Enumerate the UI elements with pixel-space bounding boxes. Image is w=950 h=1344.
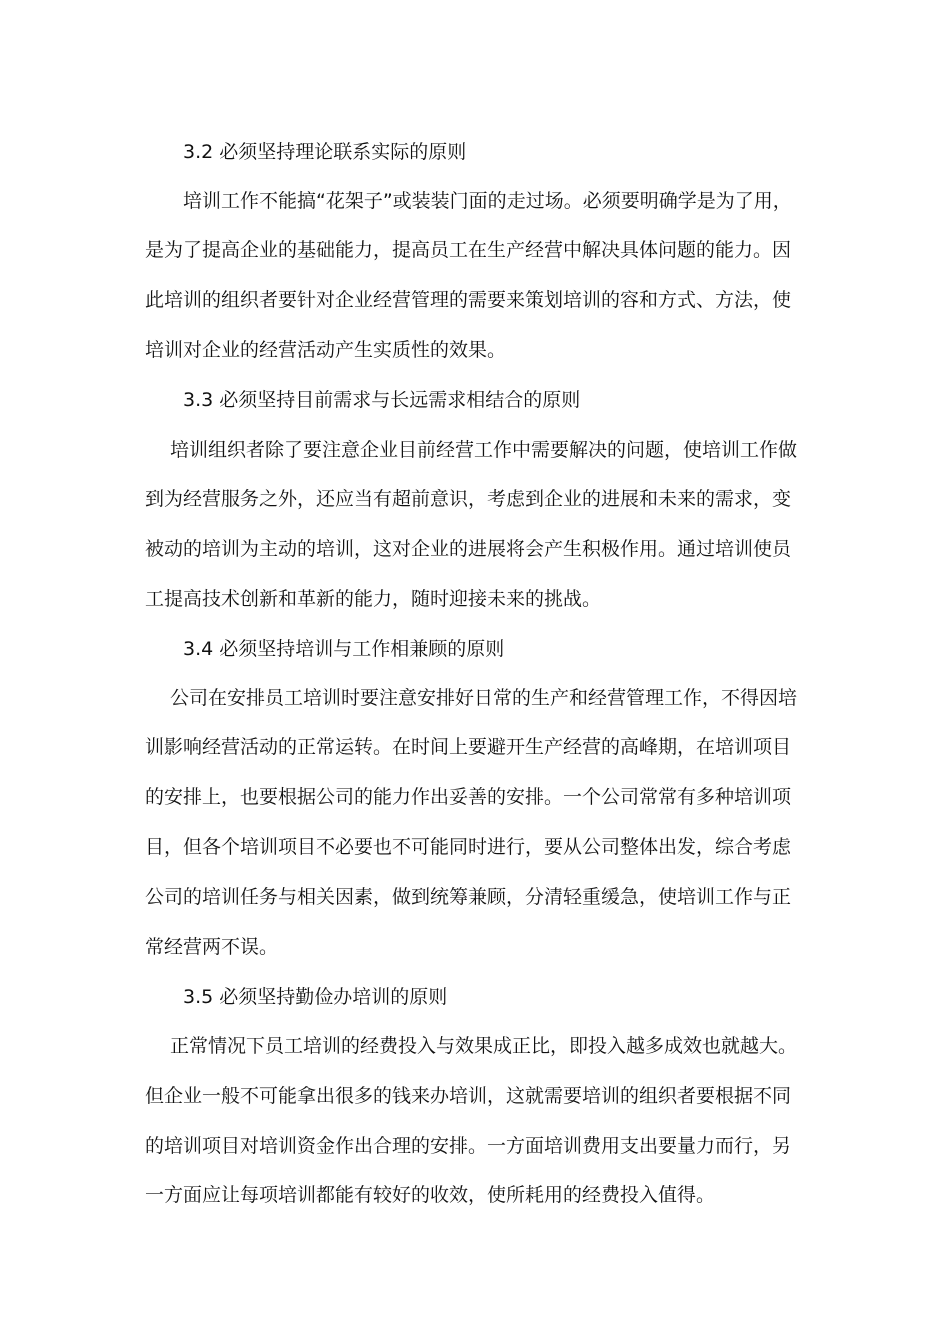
paragraph-line: 公司的培训任务与相关因素，做到统筹兼顾，分清轻重缓急，使培训工作与正: [145, 886, 792, 908]
paragraph-line: 培训对企业的经营活动产生实质性的效果。: [145, 339, 507, 361]
paragraph-line: 此培训的组织者要针对企业经营管理的需要来策划培训的容和方式、方法，使: [145, 289, 792, 311]
paragraph-line: 正常情况下员工培训的经费投入与效果成正比，即投入越多成效也就越大。: [170, 1035, 798, 1057]
paragraph-line: 被动的培训为主动的培训，这对企业的进展将会产生积极作用。通过培训使员: [145, 538, 792, 560]
paragraph-line: 目，但各个培训项目不必要也不可能同时进行，要从公司整体出发，综合考虑: [145, 836, 792, 858]
heading-3-3: 3.3 必须坚持目前需求与长远需求相结合的原则: [183, 389, 581, 411]
paragraph-line: 培训组织者除了要注意企业目前经营工作中需要解决的问题，使培训工作做: [170, 439, 798, 461]
paragraph-line: 的安排上，也要根据公司的能力作出妥善的安排。一个公司常常有多种培训项: [145, 786, 792, 808]
paragraph-line: 培训工作不能搞“花架子”或装装门面的走过场。必须要明确学是为了用，: [183, 190, 792, 212]
heading-3-2: 3.2 必须坚持理论联系实际的原则: [183, 141, 467, 163]
paragraph-line: 训影响经营活动的正常运转。在时间上要避开生产经营的高峰期，在培训项目: [145, 736, 792, 758]
paragraph-line: 到为经营服务之外，还应当有超前意识，考虑到企业的进展和未来的需求，变: [145, 488, 792, 510]
heading-3-4: 3.4 必须坚持培训与工作相兼顾的原则: [183, 638, 505, 660]
paragraph-line: 工提高技术创新和革新的能力，随时迎接未来的挑战。: [145, 588, 602, 610]
heading-3-5: 3.5 必须坚持勤俭办培训的原则: [183, 986, 448, 1008]
paragraph-line: 是为了提高企业的基础能力，提高员工在生产经营中解决具体问题的能力。因: [145, 239, 792, 261]
paragraph-line: 一方面应让每项培训都能有较好的收效，使所耗用的经费投入值得。: [145, 1184, 716, 1206]
paragraph-line: 但企业一般不可能拿出很多的钱来办培训，这就需要培训的组织者要根据不同: [145, 1085, 792, 1107]
paragraph-line: 公司在安排员工培训时要注意安排好日常的生产和经营管理工作，不得因培: [170, 687, 798, 709]
paragraph-line: 常经营两不误。: [145, 936, 279, 958]
paragraph-line: 的培训项目对培训资金作出合理的安排。一方面培训费用支出要量力而行，另: [145, 1135, 792, 1157]
